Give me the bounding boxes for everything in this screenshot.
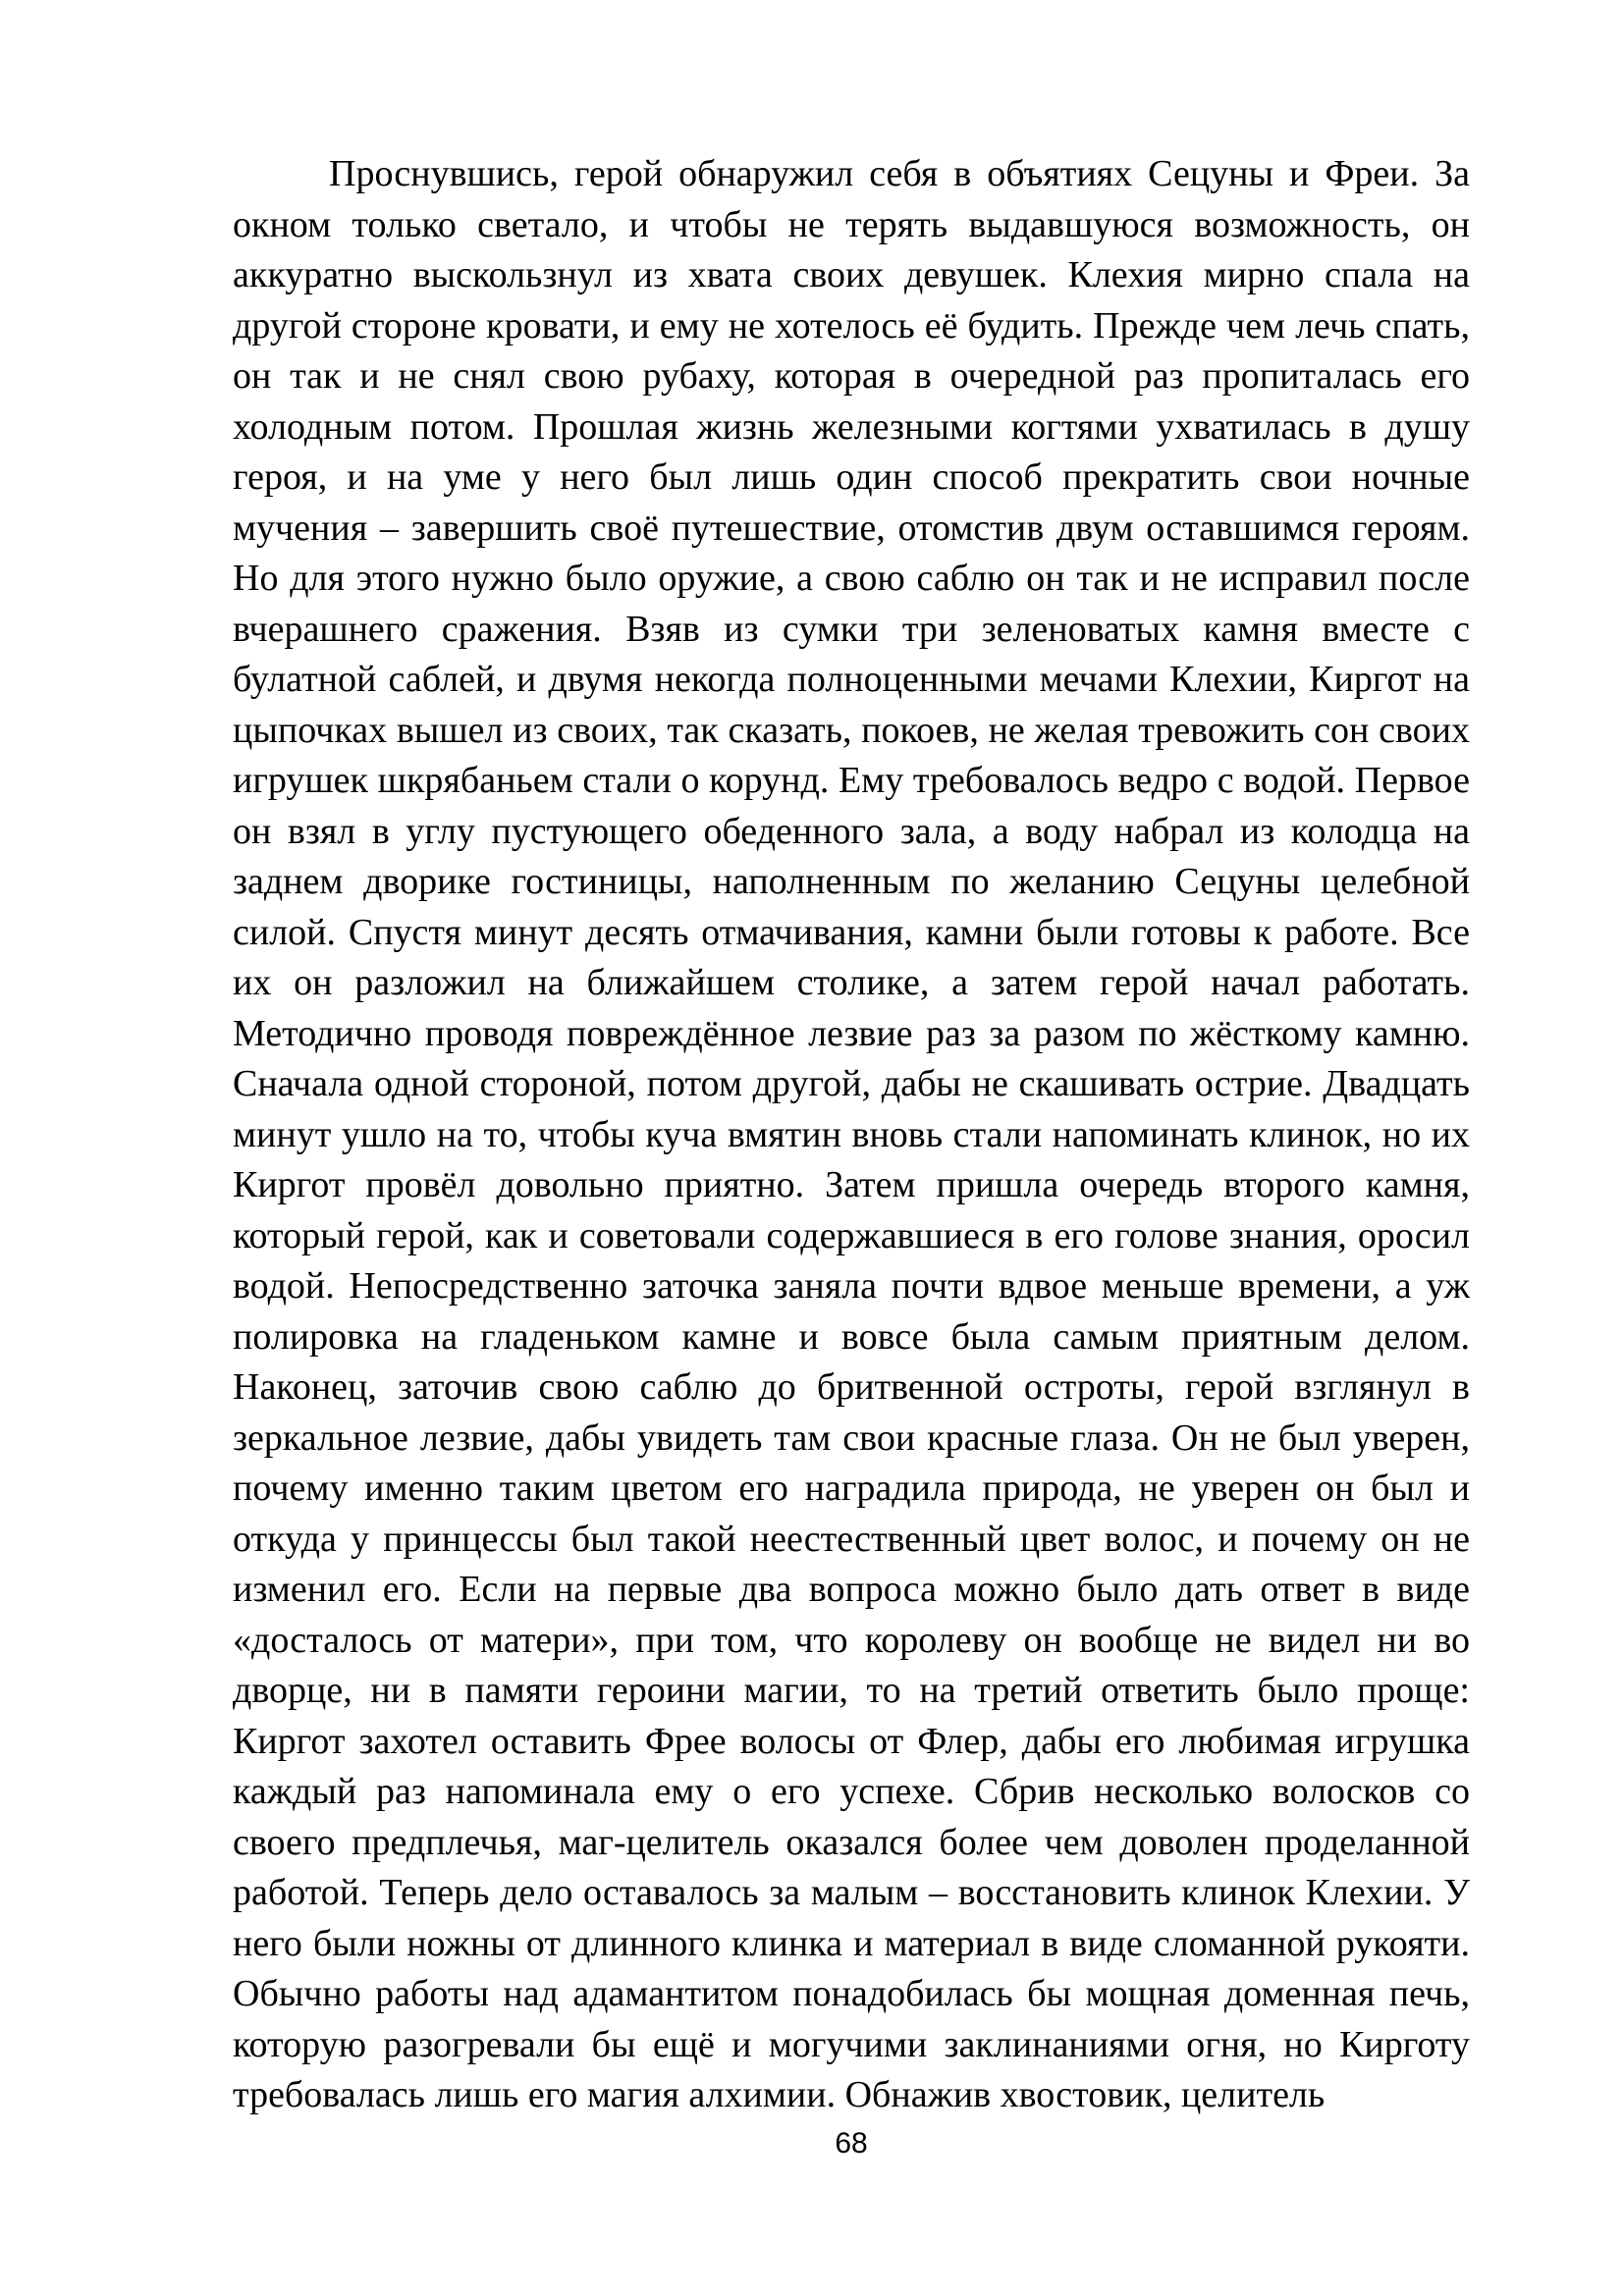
text-line: силой. Спустя минут десять отмачивания, камни были готовы к работе. Все bbox=[233, 911, 1470, 953]
text-line: мучения – завершить своё путешествие, отомстив двум оставшимся героям. bbox=[233, 507, 1470, 549]
text-line: цыпочках вышел из своих, так сказать, покоев, не желая тревожить сон своих bbox=[233, 709, 1470, 751]
text-line: работой. Теперь дело оставалось за малым – восстановить клинок Клехии. У bbox=[233, 1872, 1470, 1913]
text-line: окном только светало, и чтобы не терять выдавшуюся возможность, он bbox=[233, 203, 1470, 245]
text-line: он так и не снял свою рубаху, которая в очередной раз пропиталась его bbox=[233, 355, 1470, 397]
text-line: «досталось от матери», при том, что королеву он вообще не видел ни во bbox=[233, 1619, 1470, 1661]
text-line: своего предплечья, маг-целитель оказался более чем доволен проделанной bbox=[233, 1821, 1470, 1863]
text-line: требовалась лишь его магия алхимии. Обнажив хвостовик, целитель bbox=[233, 2074, 1326, 2115]
text-line: Наконец, заточив свою саблю до бритвенной остроты, герой взглянул в bbox=[233, 1366, 1470, 1408]
page-number: 68 bbox=[835, 2127, 868, 2160]
text-line: водой. Непосредственно заточка заняла почти вдвое меньше времени, а уж bbox=[233, 1265, 1470, 1307]
text-line: Но для этого нужно было оружие, а свою саблю он так и не исправил после bbox=[233, 558, 1470, 599]
text-line: их он разложил на ближайшем столике, а затем герой начал работать. bbox=[233, 962, 1470, 1003]
text-line: которую разогревали бы ещё и могучими заклинаниями огня, но Кирготу bbox=[233, 2023, 1470, 2065]
text-line: который герой, как и советовали содержавшиеся в его голове знания, оросил bbox=[233, 1214, 1470, 1256]
text-line: булатной саблей, и двумя некогда полноценными мечами Клехии, Киргот на bbox=[233, 659, 1470, 700]
text-line: вчерашнего сражения. Взяв из сумки три зеленоватых камня вместе с bbox=[233, 608, 1470, 650]
text-line: Методично проводя повреждённое лезвие раз за разом по жёсткому камню. bbox=[233, 1012, 1470, 1054]
text-line: него были ножны от длинного клинка и материал в виде сломанной рукояти. bbox=[233, 1922, 1470, 1964]
body-text bbox=[233, 149, 1470, 2121]
text-line: холодным потом. Прошлая жизнь железными когтями ухватилась в душу bbox=[233, 405, 1470, 448]
text-line: полировка на гладеньком камне и вовсе была самым приятным делом. bbox=[233, 1315, 1470, 1358]
text-line: Сначала одной стороной, потом другой, дабы не скашивать острие. Двадцать bbox=[233, 1063, 1470, 1104]
text-line: дворце, ни в памяти героини магии, то на третий ответить было проще: bbox=[233, 1670, 1470, 1711]
text-line: откуда у принцессы был такой неестественный цвет волос, и почему он не bbox=[233, 1518, 1470, 1560]
text-line: заднем дворике гостиницы, наполненным по желанию Сецуны целебной bbox=[233, 861, 1470, 902]
text-line: Обычно работы над адамантитом понадобилась бы мощная доменная печь, bbox=[233, 1973, 1470, 2014]
text-line: почему именно таким цветом его наградила природа, не уверен он был и bbox=[233, 1468, 1470, 1509]
text-line: зеркальное лезвие, дабы увидеть там свои красные глаза. Он не был уверен, bbox=[233, 1416, 1470, 1459]
text-line: каждый раз напоминала ему о его успехе. Сбрив несколько волосков со bbox=[233, 1771, 1470, 1812]
text-line: изменил его. Если на первые два вопроса можно было дать ответ в виде bbox=[233, 1569, 1470, 1610]
text-line: Киргот захотел оставить Фрее волосы от Флер, дабы его любимая игрушка bbox=[233, 1720, 1470, 1762]
text-line: Проснувшись, герой обнаружил себя в объятиях Сецуны и Фреи. За bbox=[329, 153, 1470, 194]
text-line: игрушек шкрябаньем стали о корунд. Ему требовалось ведро с водой. Первое bbox=[233, 760, 1470, 801]
text-line: аккуратно выскользнул из хвата своих девушек. Клехия мирно спала на bbox=[233, 254, 1470, 295]
text-line: минут ушло на то, чтобы куча вмятин вновь стали напоминать клинок, но их bbox=[233, 1113, 1470, 1155]
text-line: другой стороне кровати, и ему не хотелось её будить. Прежде чем лечь спать, bbox=[233, 304, 1470, 347]
text-line: он взял в углу пустующего обеденного зала, а воду набрал из колодца на bbox=[233, 810, 1470, 852]
text-line: Киргот провёл довольно приятно. Затем пришла очередь второго камня, bbox=[233, 1164, 1470, 1205]
text-line: героя, и на уме у него был лишь один способ прекратить свои ночные bbox=[233, 456, 1470, 498]
